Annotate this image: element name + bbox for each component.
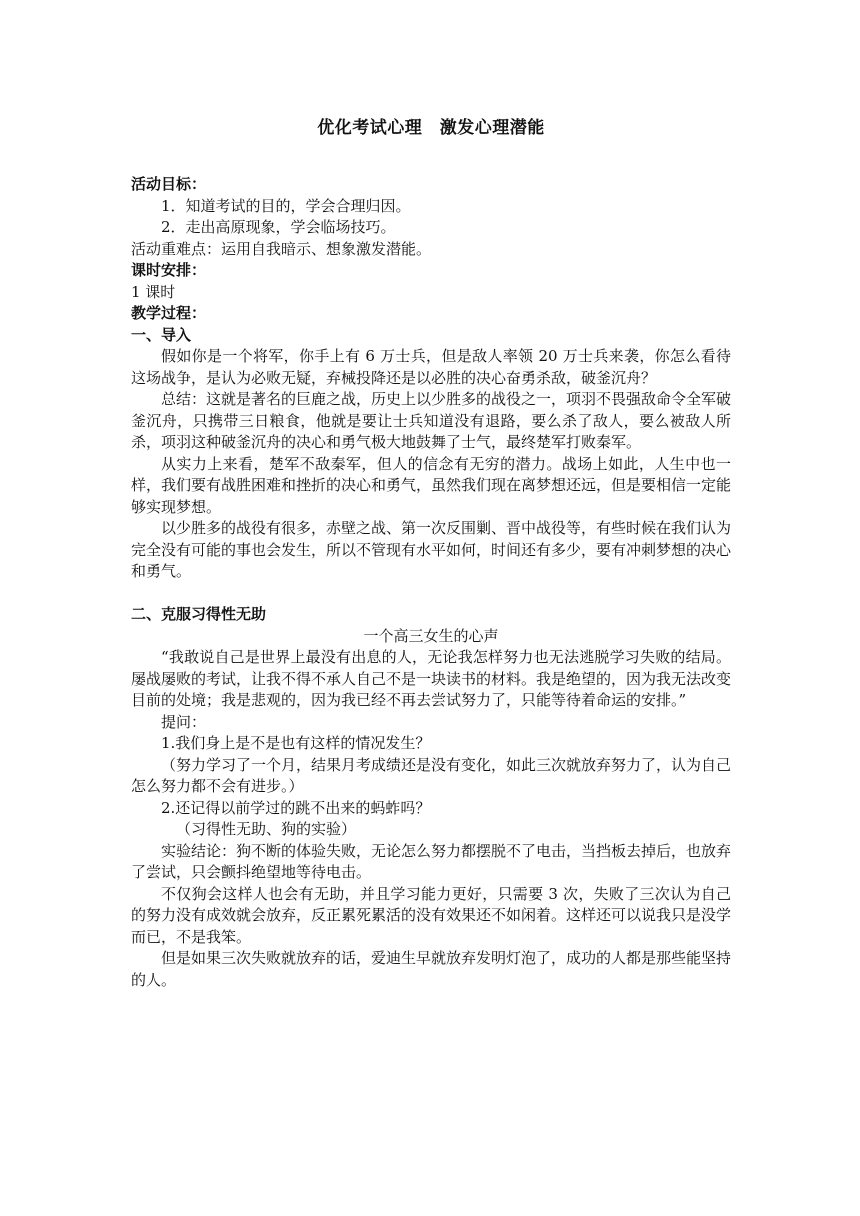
objective-item: 2．走出高原现象，学会临场技巧。 — [161, 218, 396, 236]
answer-2: （习得性无助、狗的实验） — [176, 820, 357, 838]
schedule-value: 1 课时 — [131, 282, 176, 301]
schedule-heading: 课时安排： — [131, 261, 207, 279]
blank-line — [131, 583, 731, 605]
section2-heading: 二、克服习得性无助 — [131, 605, 267, 623]
section1-heading: 一、导入 — [131, 325, 192, 344]
section2-quote: “我敢说自己是世界上最没有出息的人，无论我怎样努力也无法逃脱学习失败的结局。屡战屡败的考试，让我不得不承人自己不是一块读书的材料。我是绝望的，因为我无法改变目前的处境；我是悲观的，因为我已经不再去尝试努力了，只能等待着命运的安排。” — [131, 648, 732, 709]
key-points: 活动重难点：运用自我暗示、想象激发潜能。 — [131, 239, 432, 258]
section1-paragraph: 从实力上来看，楚军不敌秦军，但人的信念有无穷的潜力。战场上如此，人生中也一样，我们要有战胜困难和挫折的决心和勇气，虽然我们现在离梦想还远，但是要相信一定能够实现梦想。 — [131, 454, 732, 516]
section2-paragraph: 实验结论：狗不断的体验失败，无论怎么努力都摆脱不了电击，当挡板去掉后，也放弃了尝试，只会颤抖绝望地等待电击。 — [131, 841, 732, 881]
section2-paragraph: 但是如果三次失败就放弃的话，爱迪生早就放弃发明灯泡了，成功的人都是那些能坚持的人。 — [131, 949, 732, 989]
ask-label: 提问： — [161, 712, 207, 731]
section2-paragraph: 不仅狗会这样人也会有无助，并且学习能力更好，只需要 3 次，失败了三次认为自己的努力没有成效就会放弃，反正累死累活的没有效果还不如闲着。这样还可以说我只是没学而已，不是我笨。 — [131, 884, 732, 946]
question-1: 1.我们身上是不是也有这样的情况发生？ — [161, 734, 431, 752]
objectives-heading: 活动目标： — [131, 175, 207, 193]
question-2: 2.还记得以前学过的跳不出来的蚂蚱吗？ — [161, 798, 431, 817]
process-heading: 教学过程： — [131, 304, 207, 322]
document-title: 优化考试心理 激发心理潜能 — [317, 118, 545, 138]
section1-paragraph: 以少胜多的战役有很多，赤壁之战、第一次反围剿、晋中战役等，有些时候在我们认为完全没有可能的事也会发生，所以不管现有水平如何，时间还有多少，要有冲刺梦想的决心和勇气。 — [131, 519, 732, 580]
document-body — [131, 174, 731, 991]
answer-1: （努力学习了一个月，结果月考成绩还是没有变化，如此三次就放弃努力了，认为自己怎么努力都不会有进步。） — [131, 755, 732, 795]
objective-item: 1．知道考试的目的，学会合理归因。 — [161, 196, 411, 215]
section1-paragraph: 假如你是一个将军，你手上有 6 万士兵，但是敌人率领 20 万士兵来袭，你怎么看待这场战争，是认为必败无疑，弃械投降还是以必胜的决心奋勇杀敌，破釜沉舟？ — [131, 347, 731, 387]
section1-paragraph: 总结：这就是著名的巨鹿之战，历史上以少胜多的战役之一，项羽不畏强敌命令全军破釜沉舟，只携带三日粮食，他就是要让士兵知道没有退路，要么杀了敌人，要么被敌人所杀，项羽这种破釜沉舟的决心和勇气极大地鼓舞了士气，最终楚军打败秦军。 — [131, 390, 732, 451]
section2-subtitle: 一个高三女生的心声 — [363, 626, 499, 645]
